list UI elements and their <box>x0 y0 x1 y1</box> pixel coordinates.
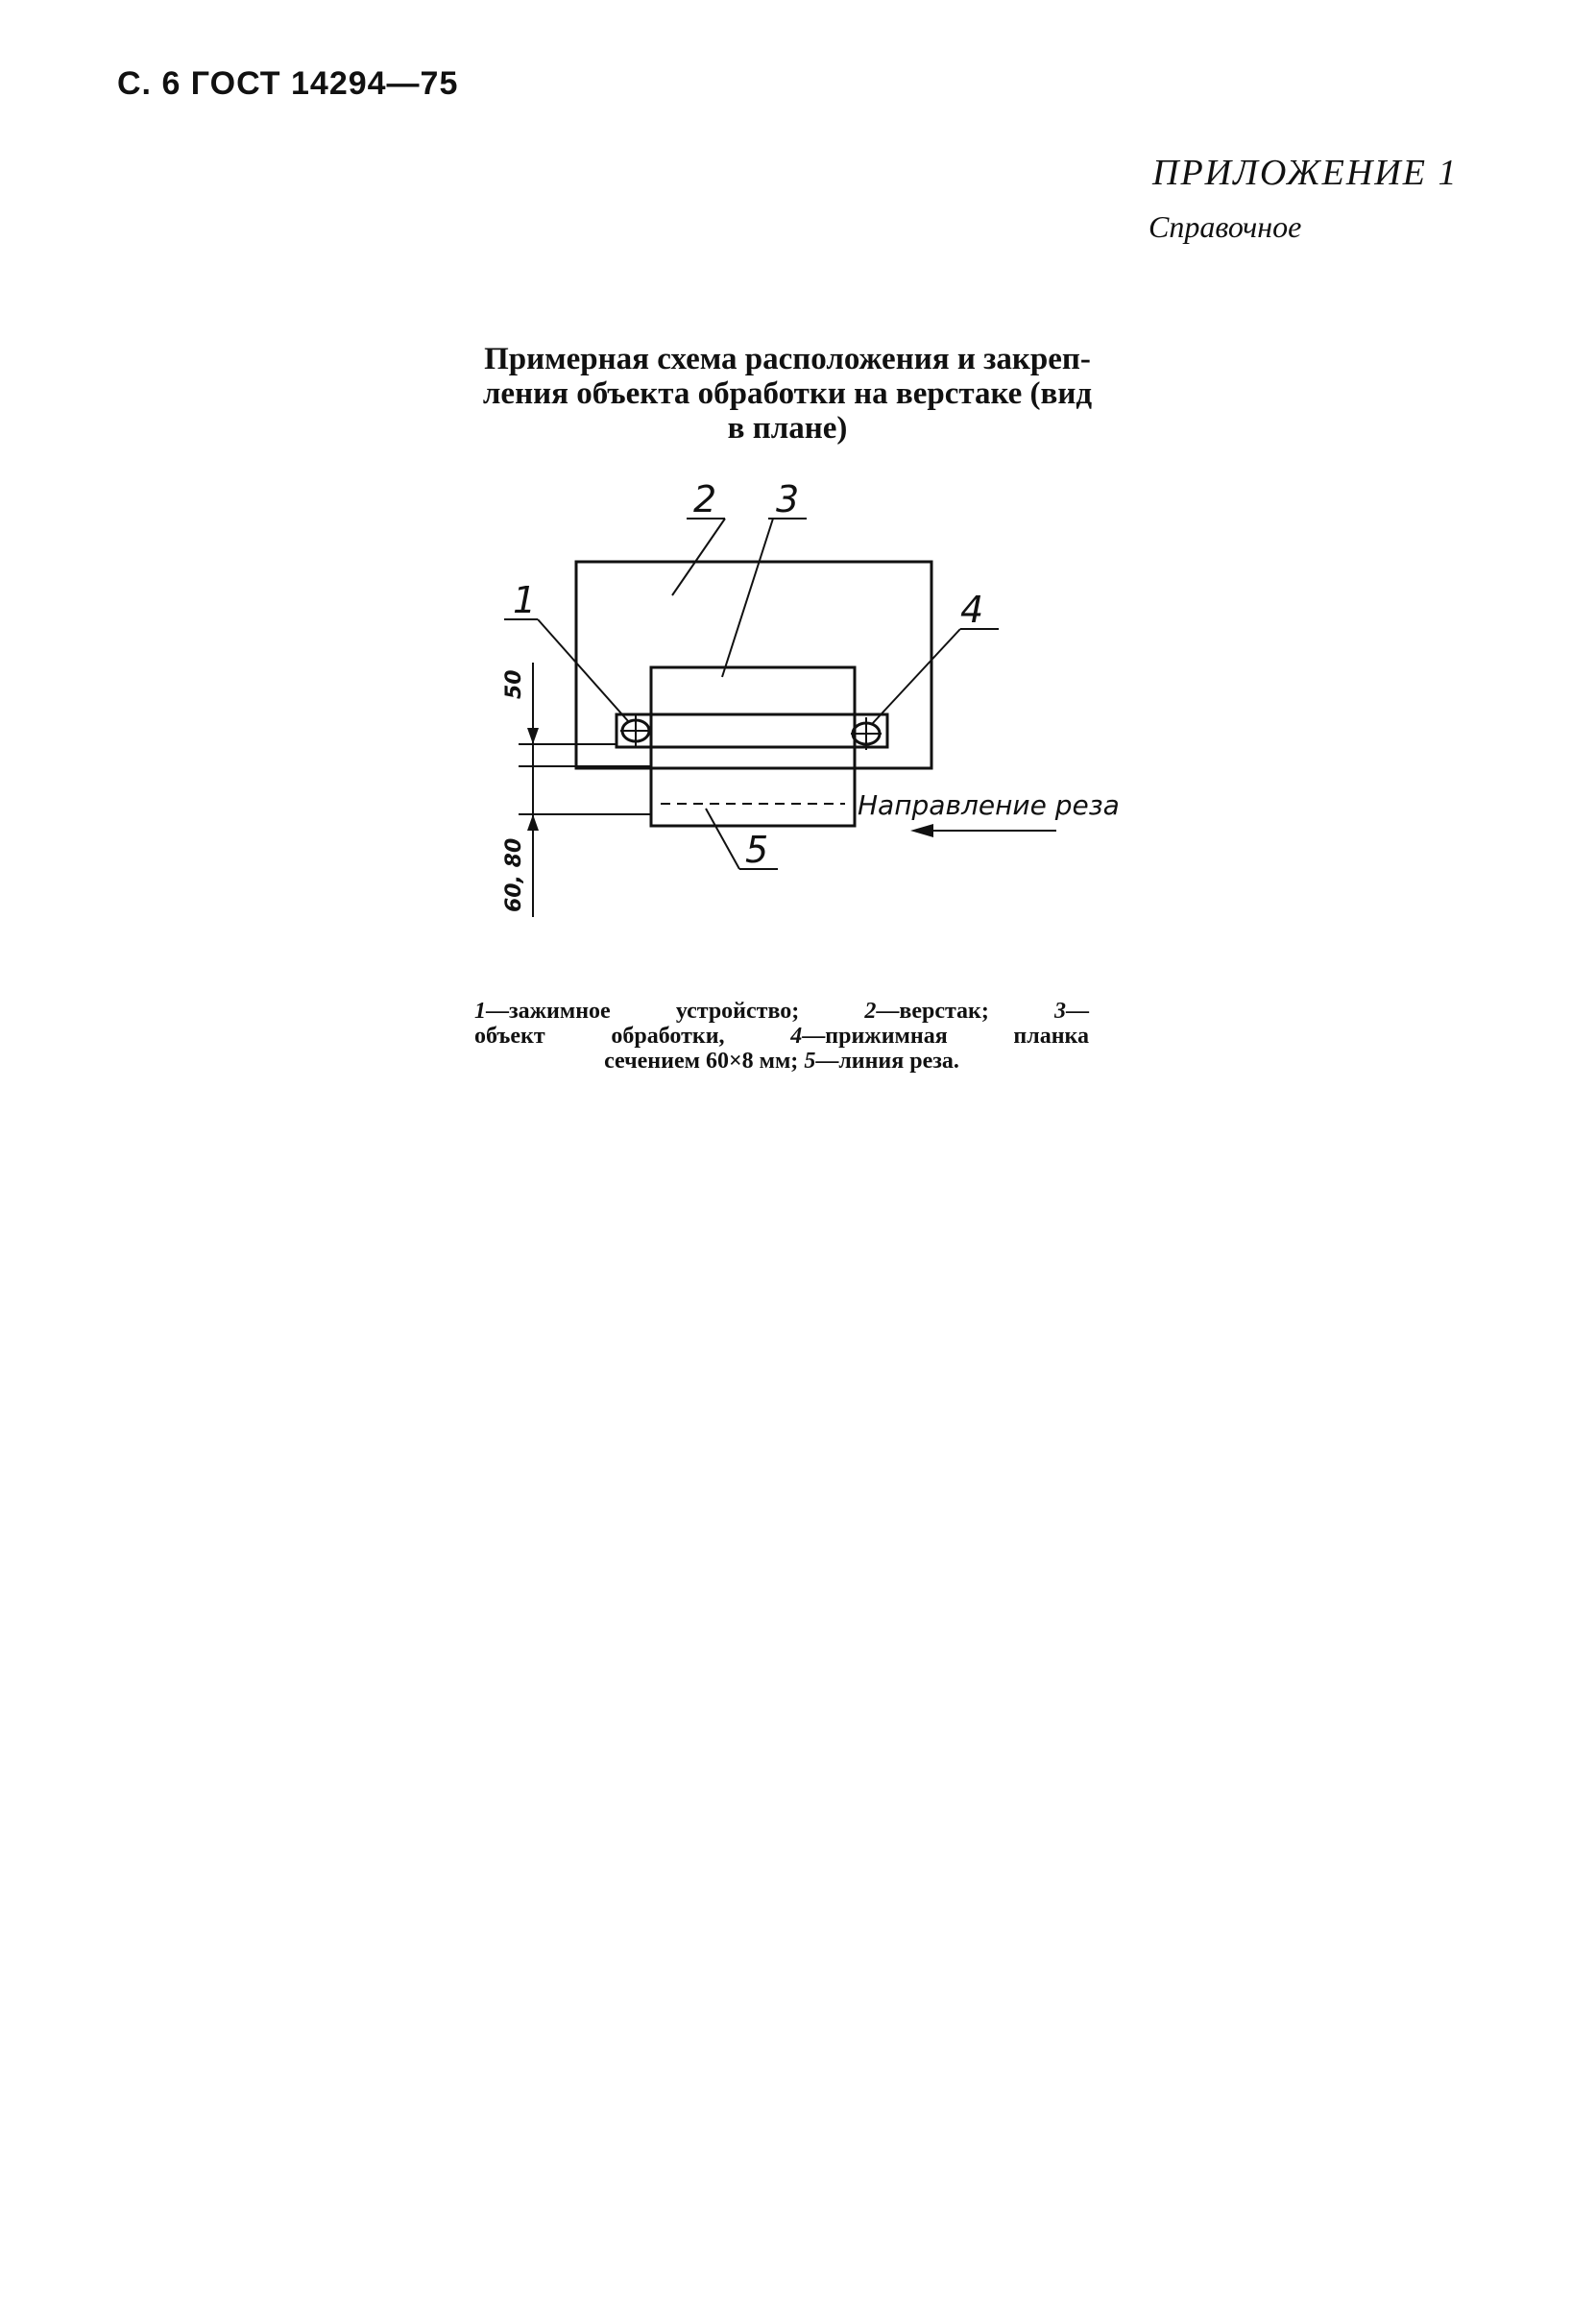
dimension-arrow-bottom <box>527 814 539 831</box>
callout-leader-4 <box>872 629 960 724</box>
work-object-outline <box>651 667 855 826</box>
appendix-note: Справочное <box>1149 209 1302 244</box>
figure-title-line: Примерная схема расположения и закреп- <box>484 342 1091 376</box>
callout-leader-2 <box>672 519 725 595</box>
callout-leader-3 <box>722 519 773 677</box>
cut-direction-arrow-head <box>910 824 933 837</box>
figure-title-line: ления объекта обработки на верстаке (вид <box>482 376 1093 411</box>
dimension-label-top: 50 <box>502 669 526 699</box>
callout-number-2: 2 <box>693 478 717 520</box>
callout-leader-1 <box>538 619 629 722</box>
legend-line <box>474 1049 1089 1074</box>
callout-number-4: 4 <box>960 589 984 631</box>
legend-line <box>474 999 1089 1024</box>
legend-text: —зажимное устройство; <box>486 999 800 1024</box>
right-clamp <box>851 717 882 750</box>
legend-text: сечением 60×8 мм; <box>604 1049 799 1074</box>
dimension-arrow-top <box>527 728 539 744</box>
legend-line <box>474 1024 1089 1049</box>
callout-leader-5 <box>706 809 739 869</box>
legend-number: 2 <box>864 999 877 1024</box>
legend-text: объект обработки, <box>474 1024 725 1049</box>
dimension-label-bottom: 60, 80 <box>502 837 526 912</box>
legend-text: —верстак; <box>876 999 989 1024</box>
legend-text: — <box>1066 999 1089 1024</box>
figure-title <box>413 342 1162 446</box>
legend-text: —линия реза. <box>815 1049 959 1074</box>
cut-direction-label: Направление реза <box>858 789 1120 821</box>
figure-title-line: в плане) <box>727 411 848 446</box>
legend-text: —прижимная планка <box>802 1024 1090 1049</box>
figure-legend <box>474 999 1089 1074</box>
page-header: С. 6 ГОСТ 14294—75 <box>117 65 459 102</box>
legend-number: 4 <box>790 1024 803 1049</box>
pressing-bar <box>617 714 887 747</box>
callout-number-5: 5 <box>745 829 769 871</box>
left-clamp <box>620 714 651 747</box>
workbench-outline <box>576 562 931 768</box>
callout-number-1: 1 <box>513 579 537 621</box>
callout-number-3: 3 <box>776 478 800 520</box>
appendix-title: ПРИЛОЖЕНИЕ 1 <box>1152 153 1459 193</box>
legend-number: 5 <box>804 1049 816 1074</box>
legend-number: 3 <box>1054 999 1066 1024</box>
legend-number: 1 <box>474 999 486 1024</box>
